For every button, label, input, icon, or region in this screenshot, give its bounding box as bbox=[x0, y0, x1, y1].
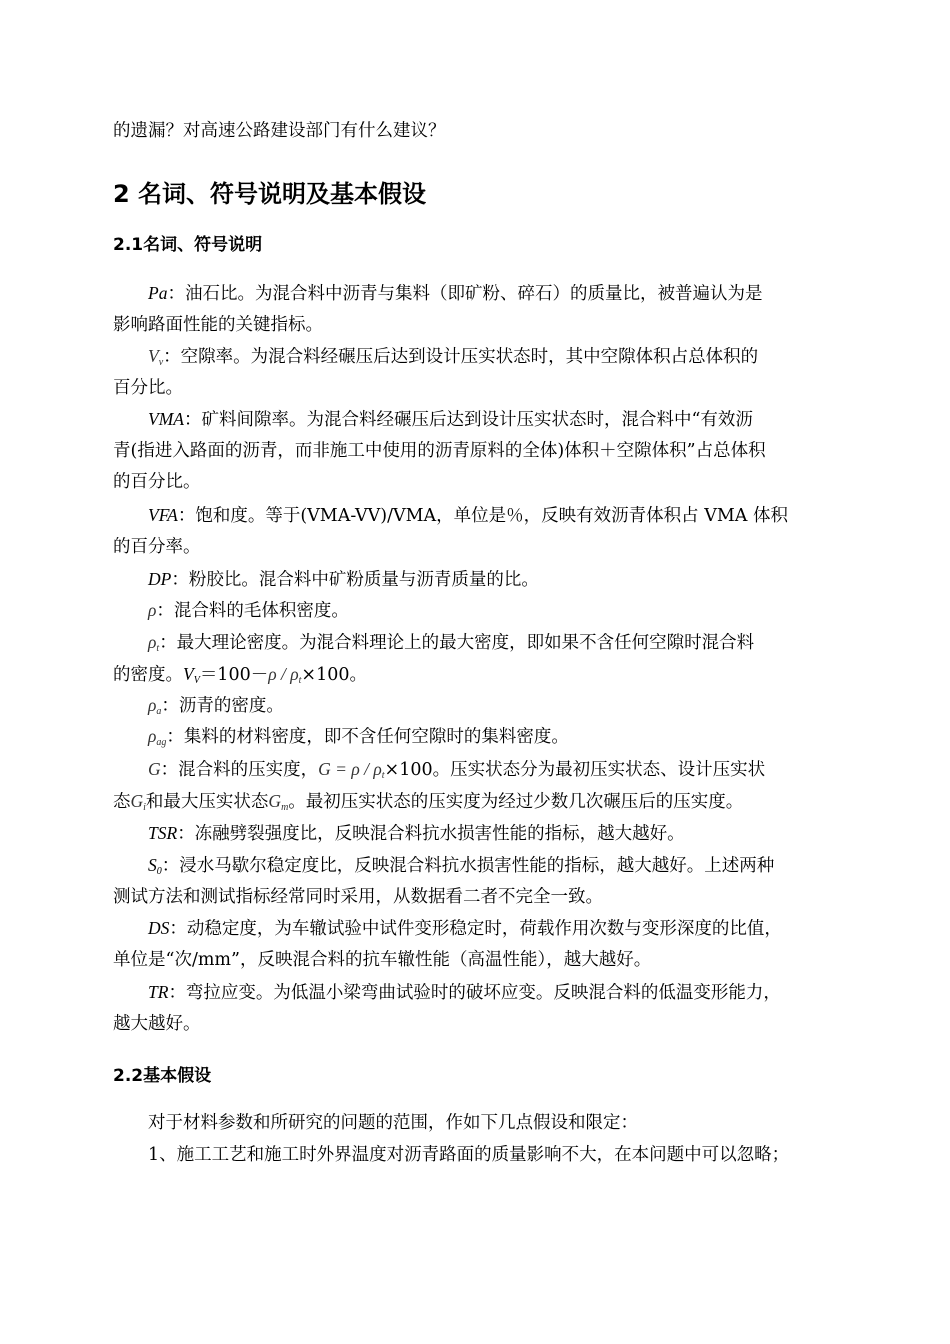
term-vma-cont-1: 青(指进入路面的沥青，而非施工中使用的沥青原料的全体)体积＋空隙体积”占总体积 bbox=[113, 441, 766, 461]
term-tr bbox=[148, 980, 781, 1005]
term-g-cont: 态$G_i$和最大压实状态$G_m$。最初压实状态的压实度为经过少数几次碾压后的压实度。 bbox=[113, 791, 744, 813]
term-s0-cont: 测试方法和测试指标经常同时采用，从数据看二者不完全一致。 bbox=[113, 887, 603, 907]
term-definition: ：粉胶比。混合料中矿粉质量与沥青质量的比。 bbox=[171, 570, 539, 590]
term-tsr bbox=[148, 821, 685, 846]
term-symbol: VMA bbox=[148, 409, 184, 429]
term-pa-cont: 影响路面性能的关键指标。 bbox=[113, 315, 323, 335]
term-symbol: $S_0$ bbox=[148, 855, 162, 877]
term-symbol: TR bbox=[148, 982, 169, 1002]
term-tr-cont: 越大越好。 bbox=[113, 1014, 201, 1034]
term-symbol: $\rho_a$ bbox=[148, 695, 162, 717]
assumptions-intro: 对于材料参数和所研究的问题的范围，作如下几点假设和限定： bbox=[148, 1113, 638, 1133]
term-rho-t-cont: 的密度。$V_V=100-\rho / \rho_t\times 100$。 bbox=[113, 664, 367, 686]
term-definition: ：饱和度。等于(VMA-VV)/VMA，单位是％，反映有效沥青体积占 VMA 体积 bbox=[177, 506, 789, 526]
term-definition: ：动稳定度，为车辙试验中试件变形稳定时，荷载作用次数与变形深度的比值， bbox=[169, 919, 782, 939]
term-rho-ag bbox=[148, 724, 569, 755]
term-ds bbox=[148, 916, 782, 941]
section-2-heading: 2 名词、符号说明及基本假设 bbox=[113, 180, 427, 208]
term-vfa bbox=[148, 503, 788, 528]
term-symbol: TSR bbox=[148, 823, 178, 843]
term-g: G：混合料的压实度，$G = \rho / \rho_t\times 100$。压实状态分为最初压实状态、设计压实状 bbox=[148, 759, 766, 781]
term-symbol: G bbox=[148, 759, 161, 779]
term-definition: ：最大理论密度。为混合料理论上的最大密度，即如果不含任何空隙时混合料 bbox=[159, 633, 755, 653]
term-definition: ：集料的材料密度，即不含任何空隙时的集料密度。 bbox=[166, 727, 569, 747]
assumption-1: 1、施工工艺和施工时外界温度对沥青路面的质量影响不大，在本问题中可以忽略； bbox=[148, 1145, 790, 1165]
section-2-1-heading: 2.1名词、符号说明 bbox=[113, 235, 263, 255]
term-symbol: $\rho_{ag}$ bbox=[148, 726, 167, 748]
term-s0 bbox=[148, 853, 774, 884]
g-formula: $G = \rho / \rho_t$ bbox=[318, 759, 385, 781]
term-symbol: Pa bbox=[148, 283, 168, 303]
term-dp bbox=[148, 567, 539, 592]
term-pa bbox=[148, 281, 762, 306]
section-2-2-heading: 2.2基本假设 bbox=[113, 1066, 212, 1086]
term-definition: ：冻融劈裂强度比，反映混合料抗水损害性能的指标，越大越好。 bbox=[177, 824, 685, 844]
term-ds-cont: 单位是“次/mm”，反映混合料的抗车辙性能（高温性能），越大越好。 bbox=[113, 950, 652, 970]
term-vv-cont: 百分比。 bbox=[113, 378, 183, 398]
term-definition: ：矿料间隙率。为混合料经碾压后达到设计压实状态时，混合料中“有效沥 bbox=[183, 410, 753, 430]
intro-text: 的遗漏？对高速公路建设部门有什么建议？ bbox=[113, 121, 446, 141]
term-definition: ：弯拉应变。为低温小梁弯曲试验时的破坏应变。反映混合料的低温变形能力， bbox=[168, 983, 781, 1003]
term-definition: ：沥青的密度。 bbox=[161, 696, 284, 716]
term-symbol: $\rho_t$ bbox=[148, 632, 160, 654]
term-rho-a bbox=[148, 693, 284, 724]
term-symbol: DP bbox=[148, 569, 172, 589]
term-vv bbox=[148, 344, 758, 375]
term-rho-t bbox=[148, 630, 754, 661]
term-definition: ：混合料的毛体积密度。 bbox=[156, 601, 349, 621]
term-definition: ：空隙率。为混合料经碾压后达到设计压实状态时，其中空隙体积占总体积的 bbox=[163, 347, 759, 367]
term-symbol: ρ bbox=[148, 600, 157, 620]
term-symbol: VFA bbox=[148, 505, 178, 525]
term-definition: ：油石比。为混合料中沥青与集料（即矿粉、碎石）的质量比，被普遍认为是 bbox=[167, 284, 763, 304]
term-symbol: $V_v$ bbox=[148, 346, 164, 368]
term-vma bbox=[148, 407, 753, 432]
term-definition: ：混合料的压实度， bbox=[160, 760, 319, 780]
term-vfa-cont: 的百分率。 bbox=[113, 537, 201, 557]
term-rho bbox=[148, 598, 349, 623]
term-definition: ：浸水马歇尔稳定度比，反映混合料抗水损害性能的指标，越大越好。上述两种 bbox=[161, 856, 775, 876]
term-vma-cont-2: 的百分比。 bbox=[113, 472, 201, 492]
term-symbol: DS bbox=[148, 918, 170, 938]
